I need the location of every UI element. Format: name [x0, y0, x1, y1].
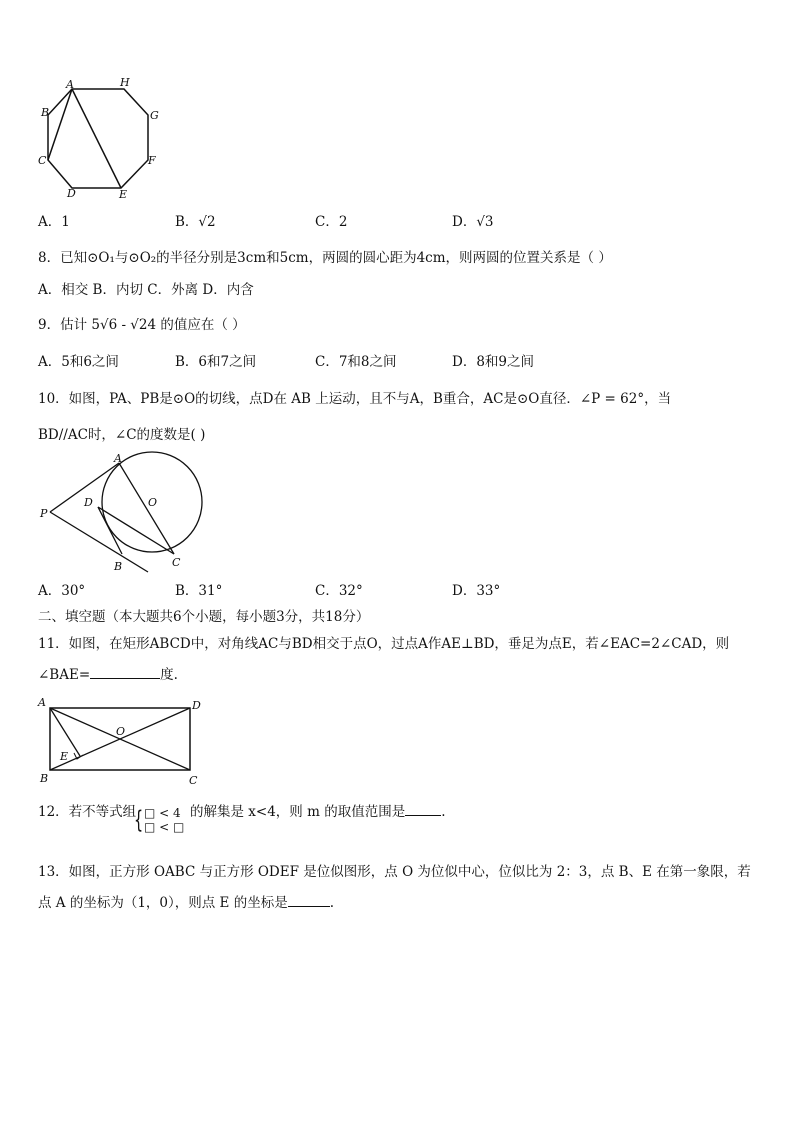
q13-line2-wrap: [38, 893, 334, 913]
rectangle-figure: [36, 696, 206, 788]
q11-line1: 11．如图，在矩形ABCD中，对角线AC与BD相交于点O，过点A作AE⊥BD，垂足为点E，若∠EAC=2∠CAD，则: [38, 636, 730, 652]
q9-text: 9．估计 5√6 - √24 的值应在（ ）: [38, 317, 246, 333]
octagon-label-f: F: [148, 154, 156, 167]
q10-option-b: B．31°: [175, 583, 223, 599]
q9-option-b: B．6和7之间: [175, 354, 257, 370]
q9-option-d: D．8和9之间: [452, 354, 535, 370]
octagon-label-c: C: [38, 154, 47, 167]
octagon-label-h: H: [120, 76, 130, 89]
fig10-label-o: O: [148, 496, 158, 509]
q9-option-c: C．7和8之间: [315, 354, 397, 370]
fig11-label-b: B: [40, 772, 49, 785]
q11-suffix: 度.: [160, 667, 178, 683]
fig11-label-c: C: [189, 774, 198, 787]
q7-option-c: C．2: [315, 214, 348, 230]
q10-option-c: C．32°: [315, 583, 363, 599]
octagon-label-b: B: [41, 106, 50, 119]
q12-text: [190, 802, 446, 822]
q13-line2: 点 A 的坐标为（1，0），则点 E 的坐标是: [38, 895, 288, 911]
fig10-label-c: C: [172, 556, 181, 569]
q10-line2: BD//AC时，∠C的度数是( ): [38, 427, 206, 443]
q12-inequality-1: □ < 4: [144, 806, 181, 820]
q11-answer-blank: [90, 666, 160, 679]
q11-prefix: ∠BAE=: [38, 667, 91, 683]
octagon-label-d: D: [67, 187, 76, 200]
section-fill-in-title: 二、填空题（本大题共6个小题，每小题3分，共18分）: [38, 609, 370, 625]
q8-options: A．相交 B．内切 C．外离 D．内含: [38, 282, 254, 298]
q13-end: .: [329, 895, 334, 911]
fig11-label-o: O: [116, 725, 126, 738]
q12-inequality-2: □ < □: [144, 820, 185, 834]
octagon-label-g: G: [150, 109, 159, 122]
q7-option-a: A．1: [38, 214, 70, 230]
q12-system: [144, 806, 184, 834]
q10-line1: 10．如图，PA、PB是⊙O的切线，点D在 AB 上运动，且不与A，B重合，AC是⊙O直径．∠P = 62°，当: [38, 391, 672, 407]
octagon-figure: [30, 76, 170, 202]
fig11-label-d: D: [192, 699, 201, 712]
q12-end: .: [441, 804, 446, 820]
fig11-label-a: A: [38, 696, 46, 709]
q7-option-b: B．√2: [175, 214, 216, 230]
q8-text: 8．已知⊙O₁与⊙O₂的半径分别是3cm和5cm，两圆的圆心距为4cm，则两圆的位置关系是（ ）: [38, 250, 612, 266]
q12-brace: {: [134, 806, 144, 834]
q7-option-d: D．√3: [452, 214, 494, 230]
octagon-label-e: E: [119, 188, 128, 201]
fig11-label-e: E: [60, 750, 69, 763]
fig10-label-b: B: [114, 560, 123, 573]
q13-answer-blank: [288, 894, 330, 907]
q13-line1: 13．如图，正方形 OABC 与正方形 ODEF 是位似图形，点 O 为位似中心，位似比为 2：3，点 B、E 在第一象限，若: [38, 864, 751, 880]
fig10-label-d: D: [84, 496, 93, 509]
q9-option-a: A．5和6之间: [38, 354, 119, 370]
q10-option-d: D．33°: [452, 583, 501, 599]
q11-line2: [38, 665, 178, 685]
q10-option-a: A．30°: [38, 583, 86, 599]
q12-prefix: 12．若不等式组: [38, 804, 137, 820]
fig10-label-p: P: [40, 507, 48, 520]
tangent-circle-figure: [36, 450, 216, 574]
q12-answer-blank: [405, 803, 441, 816]
fig10-label-a: A: [114, 452, 122, 465]
q12-suffix: 的解集是 x<4，则 m 的取值范围是: [190, 804, 406, 820]
octagon-label-a: A: [66, 78, 74, 91]
